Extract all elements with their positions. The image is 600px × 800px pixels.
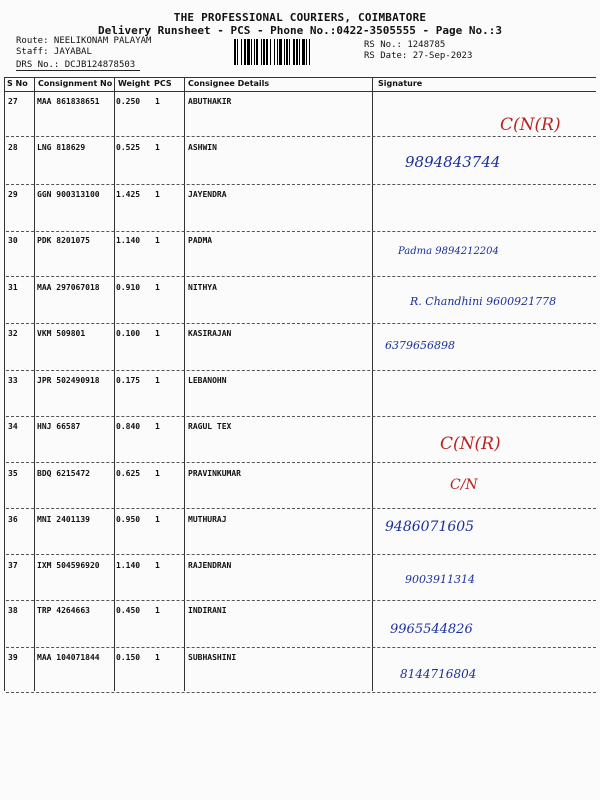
row-separator [6,554,596,555]
row-consignment: JPR 502490918 [37,376,100,385]
row-signature: R. Chandhini 9600921778 [410,295,557,308]
row-consignment: MAA 297067018 [37,283,100,292]
row-weight: 0.150 [116,653,141,662]
row-pcs: 1 [155,329,160,338]
row-pcs: 1 [155,143,160,152]
row-sno: 37 [8,561,18,570]
row-signature: C(N(R) [440,434,501,454]
row-separator [6,370,596,371]
row-separator [6,184,596,185]
drs-underline [16,70,140,71]
document-subtitle: Delivery Runsheet - PCS - Phone No.:0422-3505555 - Page No.:3 [98,24,502,37]
row-sno: 30 [8,236,18,245]
row-separator [6,600,596,601]
row-consignee: PADMA [188,236,213,245]
row-weight: 0.100 [116,329,141,338]
row-sno: 35 [8,469,18,478]
row-weight: 0.250 [116,97,141,106]
row-consignment: HNJ 66587 [37,422,81,431]
row-separator [6,323,596,324]
document-title: THE PROFESSIONAL COURIERS, COIMBATORE [173,11,427,24]
col-divider-3 [184,77,185,691]
row-consignee: RAGUL TEX [188,422,232,431]
row-separator [6,508,596,509]
row-consignment: LNG 818629 [37,143,86,152]
row-separator [6,416,596,417]
row-consignee: ASHWIN [188,143,217,152]
row-sno: 29 [8,190,18,199]
row-sno: 27 [8,97,18,106]
col-header-sno: S No [7,79,28,88]
row-weight: 0.525 [116,143,141,152]
row-consignment: IXM 504596920 [37,561,100,570]
row-consignee: ABUTHAKIR [188,97,232,106]
row-pcs: 1 [155,515,160,524]
row-consignment: BDQ 6215472 [37,469,90,478]
row-consignee: MUTHURAJ [188,515,227,524]
route-label: Route: NEELIKONAM PALAYAM [16,36,152,46]
barcode [234,39,355,65]
row-sno: 36 [8,515,18,524]
row-separator [6,692,596,693]
row-weight: 0.625 [116,469,141,478]
row-weight: 1.425 [116,190,141,199]
row-signature: C(N(R) [500,115,561,135]
row-pcs: 1 [155,653,160,662]
row-consignee: INDIRANI [188,606,227,615]
row-sno: 28 [8,143,18,152]
row-consignment: VKM 509801 [37,329,86,338]
barcode-bar [310,39,312,65]
row-separator [6,231,596,232]
row-sno: 32 [8,329,18,338]
row-sno: 34 [8,422,18,431]
col-divider-4 [372,77,373,691]
row-consignment: GGN 900313100 [37,190,100,199]
row-weight: 0.450 [116,606,141,615]
row-pcs: 1 [155,190,160,199]
table-left-border [4,77,5,691]
row-consignee: JAYENDRA [188,190,227,199]
col-header-signature: Signature [378,79,423,88]
col-divider-1 [34,77,35,691]
row-consignment: TRP 4264663 [37,606,90,615]
col-header-pcs: PCS [154,79,172,88]
row-consignment: MNI 2401139 [37,515,90,524]
row-consignee: KASIRAJAN [188,329,232,338]
row-separator [6,462,596,463]
row-pcs: 1 [155,606,160,615]
row-pcs: 1 [155,97,160,106]
row-pcs: 1 [155,236,160,245]
row-separator [6,276,596,277]
row-consignment: MAA 104071844 [37,653,100,662]
row-consignee: NITHYA [188,283,217,292]
drs-number: DRS No.: DCJB124878503 [16,60,136,70]
row-pcs: 1 [155,422,160,431]
row-signature: Padma 9894212204 [398,246,499,257]
row-weight: 0.840 [116,422,141,431]
row-weight: 1.140 [116,236,141,245]
row-weight: 1.140 [116,561,141,570]
row-signature: 9486071605 [385,519,475,535]
col-header-consignee: Consignee Details [188,79,270,88]
row-consignee: PRAVINKUMAR [188,469,241,478]
row-pcs: 1 [155,376,160,385]
staff-label: Staff: JAYABAL [16,47,92,57]
row-signature: 9894843744 [405,153,501,171]
row-sno: 38 [8,606,18,615]
row-sno: 33 [8,376,18,385]
table-top-border [4,77,596,78]
row-weight: 0.175 [116,376,141,385]
row-separator [6,136,596,137]
row-pcs: 1 [155,283,160,292]
rs-date: RS Date: 27-Sep-2023 [364,51,473,61]
row-signature: 9965544826 [390,622,473,637]
col-divider-2 [114,77,115,691]
row-signature: 6379656898 [385,339,455,352]
row-sno: 31 [8,283,18,292]
row-weight: 0.910 [116,283,141,292]
row-pcs: 1 [155,469,160,478]
row-consignee: RAJENDRAN [188,561,232,570]
row-pcs: 1 [155,561,160,570]
rs-number: RS No.: 1248785 [364,40,446,50]
row-separator [6,647,596,648]
row-consignee: SUBHASHINI [188,653,237,662]
row-signature: 9003911314 [405,573,475,586]
row-consignment: PDK 8201075 [37,236,90,245]
row-signature: 8144716804 [400,667,477,681]
row-signature: C/N [450,477,478,493]
table-header-border [4,91,596,92]
row-consignee: LEBANOHN [188,376,227,385]
row-weight: 0.950 [116,515,141,524]
row-consignment: MAA 861838651 [37,97,100,106]
col-header-consignment: Consignment No [38,79,113,88]
row-sno: 39 [8,653,18,662]
col-header-weight: Weight [118,79,150,88]
